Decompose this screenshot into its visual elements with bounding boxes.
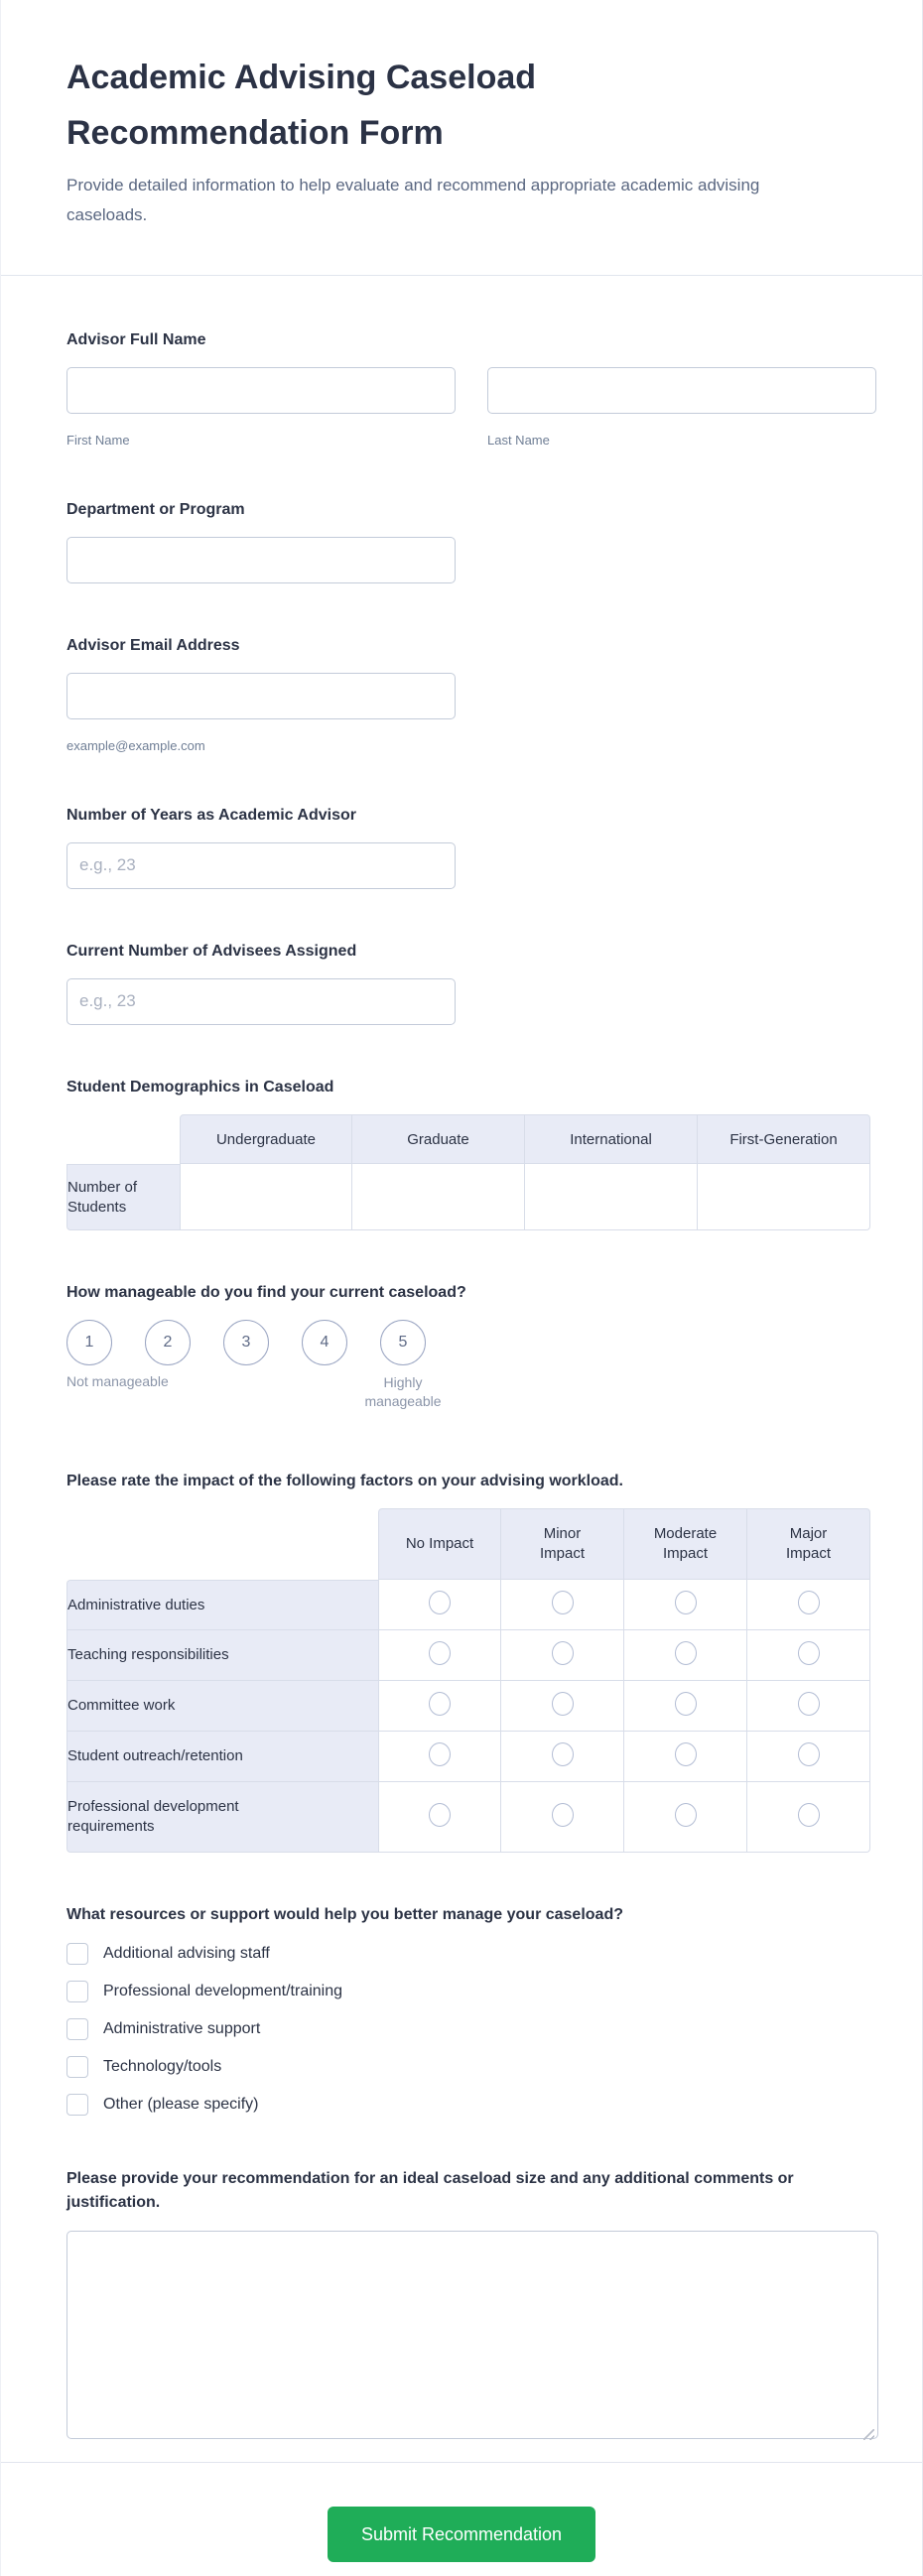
- impact-committee-no[interactable]: [378, 1681, 501, 1732]
- recommendation-label: Please provide your recommendation for an ideal caseload size and any additional comments or justification.: [66, 2170, 794, 2211]
- question-impact: [66, 1471, 878, 1853]
- radio-icon[interactable]: [675, 1742, 697, 1766]
- demographics-cell-first-generation[interactable]: [698, 1164, 870, 1230]
- question-resources: [66, 1904, 878, 2116]
- impact-col-no: No Impact: [378, 1508, 501, 1580]
- impact-outreach-major[interactable]: [747, 1732, 870, 1782]
- demographics-cell-graduate[interactable]: [352, 1164, 525, 1230]
- question-full-name: [66, 329, 878, 448]
- impact-committee-moderate[interactable]: [624, 1681, 747, 1732]
- impact-teaching-moderate[interactable]: [624, 1630, 747, 1681]
- resource-option-admin-support[interactable]: Administrative support: [66, 2017, 878, 2040]
- email-sublabel: example@example.com: [66, 738, 205, 753]
- impact-committee-major[interactable]: [747, 1681, 870, 1732]
- scale-option-2[interactable]: 2: [145, 1320, 191, 1365]
- impact-administrative-minor[interactable]: [501, 1580, 624, 1630]
- checkbox-icon[interactable]: [66, 1943, 88, 1965]
- radio-icon[interactable]: [798, 1641, 820, 1665]
- impact-profdev-minor[interactable]: [501, 1782, 624, 1853]
- demographics-col-first-generation: First-Generation: [698, 1114, 870, 1164]
- impact-outreach-minor[interactable]: [501, 1732, 624, 1782]
- impact-profdev-major[interactable]: [747, 1782, 870, 1853]
- impact-administrative-moderate[interactable]: [624, 1580, 747, 1630]
- impact-col-minor: Minor Impact: [501, 1508, 624, 1580]
- radio-icon[interactable]: [798, 1591, 820, 1614]
- impact-profdev-no[interactable]: [378, 1782, 501, 1853]
- form-header: [1, 0, 922, 276]
- radio-icon[interactable]: [552, 1591, 574, 1614]
- demographics-col-undergraduate: Undergraduate: [180, 1114, 352, 1164]
- demographics-row-header: Number of Students: [66, 1164, 180, 1230]
- form-body: [1, 276, 922, 2444]
- last-name-input[interactable]: [487, 367, 876, 414]
- checkbox-icon[interactable]: [66, 2094, 88, 2116]
- radio-icon[interactable]: [675, 1641, 697, 1665]
- impact-outreach-no[interactable]: [378, 1732, 501, 1782]
- scale-option-3[interactable]: 3: [223, 1320, 269, 1365]
- demographics-corner-cell: [66, 1114, 180, 1164]
- radio-icon[interactable]: [429, 1591, 451, 1614]
- radio-icon[interactable]: [675, 1803, 697, 1827]
- email-label: Advisor Email Address: [66, 637, 240, 654]
- scale-option-5[interactable]: 5: [380, 1320, 426, 1365]
- radio-icon[interactable]: [552, 1742, 574, 1766]
- impact-label: Please rate the impact of the following factors on your advising workload.: [66, 1473, 623, 1489]
- last-name-sublabel: Last Name: [487, 433, 550, 448]
- radio-icon[interactable]: [429, 1692, 451, 1716]
- radio-icon[interactable]: [429, 1641, 451, 1665]
- checkbox-icon[interactable]: [66, 2018, 88, 2040]
- checkbox-icon[interactable]: [66, 1981, 88, 2002]
- advisees-label: Current Number of Advisees Assigned: [66, 943, 357, 960]
- question-department: [66, 499, 878, 583]
- demographics-col-graduate: Graduate: [352, 1114, 525, 1164]
- manageable-label: How manageable do you find your current caseload?: [66, 1284, 466, 1301]
- radio-icon[interactable]: [675, 1692, 697, 1716]
- impact-teaching-minor[interactable]: [501, 1630, 624, 1681]
- radio-icon[interactable]: [552, 1692, 574, 1716]
- demographics-cell-undergraduate[interactable]: [180, 1164, 352, 1230]
- question-demographics: [66, 1077, 878, 1230]
- demographics-row: [66, 1164, 870, 1230]
- department-label: Department or Program: [66, 501, 245, 518]
- resize-handle-icon[interactable]: [863, 2429, 874, 2440]
- question-manageable: [66, 1282, 878, 1419]
- demographics-col-international: International: [525, 1114, 698, 1164]
- checkbox-icon[interactable]: [66, 2056, 88, 2078]
- impact-teaching-major[interactable]: [747, 1630, 870, 1681]
- resource-option-technology[interactable]: Technology/tools: [66, 2055, 878, 2078]
- form-footer: [1, 2463, 922, 2562]
- impact-matrix: [66, 1508, 870, 1853]
- question-recommendation: [66, 2167, 878, 2444]
- radio-icon[interactable]: [429, 1803, 451, 1827]
- impact-administrative-no[interactable]: [378, 1580, 501, 1630]
- scale-caption-left: Not manageable: [66, 1373, 169, 1389]
- scale-caption-right: Highly manageable: [364, 1374, 442, 1409]
- radio-icon[interactable]: [552, 1803, 574, 1827]
- radio-icon[interactable]: [429, 1742, 451, 1766]
- question-years: [66, 805, 878, 889]
- impact-col-major: Major Impact: [747, 1508, 870, 1580]
- first-name-col: [66, 367, 456, 448]
- impact-outreach-moderate[interactable]: [624, 1732, 747, 1782]
- radio-icon[interactable]: [798, 1742, 820, 1766]
- resource-option-training[interactable]: Professional development/training: [66, 1980, 878, 2002]
- last-name-col: [487, 367, 876, 448]
- advisees-input[interactable]: [66, 978, 456, 1025]
- question-email: [66, 635, 878, 753]
- manageable-scale: [66, 1320, 878, 1365]
- demographics-label: Student Demographics in Caseload: [66, 1079, 334, 1095]
- submit-button[interactable]: Submit Recommendation: [328, 2507, 595, 2562]
- impact-administrative-major[interactable]: [747, 1580, 870, 1630]
- impact-row-profdev: Professional development requirements: [66, 1782, 870, 1853]
- impact-row-committee: Committee work: [66, 1681, 870, 1732]
- recommendation-textarea-wrap: [66, 2231, 878, 2444]
- years-input[interactable]: [66, 842, 456, 889]
- radio-icon[interactable]: [798, 1692, 820, 1716]
- first-name-input[interactable]: [66, 367, 456, 414]
- recommendation-textarea[interactable]: [66, 2231, 878, 2439]
- scale-captions: [66, 1373, 878, 1419]
- radio-icon[interactable]: [675, 1591, 697, 1614]
- impact-row-administrative: Administrative duties: [66, 1580, 870, 1630]
- first-name-sublabel: First Name: [66, 433, 130, 448]
- full-name-row: [66, 367, 878, 448]
- form-title: Academic Advising Caseload Recommendation Form: [66, 59, 537, 152]
- impact-row-outreach: Student outreach/retention: [66, 1732, 870, 1782]
- radio-icon[interactable]: [552, 1641, 574, 1665]
- demographics-cell-international[interactable]: [525, 1164, 698, 1230]
- scale-option-1[interactable]: 1: [66, 1320, 112, 1365]
- scale-option-4[interactable]: 4: [302, 1320, 347, 1365]
- form-description: Provide detailed information to help evaluate and recommend appropriate academic advising caseloads.: [66, 176, 760, 224]
- resource-option-staff[interactable]: Additional advising staff: [66, 1942, 878, 1965]
- resources-label: What resources or support would help you better manage your caseload?: [66, 1906, 623, 1923]
- resource-option-other[interactable]: Other (please specify): [66, 2093, 878, 2116]
- department-input[interactable]: [66, 537, 456, 583]
- impact-corner-cell: [66, 1508, 378, 1580]
- email-input[interactable]: [66, 673, 456, 719]
- radio-icon[interactable]: [798, 1803, 820, 1827]
- demographics-table: [66, 1114, 870, 1230]
- impact-profdev-moderate[interactable]: [624, 1782, 747, 1853]
- impact-teaching-no[interactable]: [378, 1630, 501, 1681]
- impact-committee-minor[interactable]: [501, 1681, 624, 1732]
- impact-row-teaching: Teaching responsibilities: [66, 1630, 870, 1681]
- years-label: Number of Years as Academic Advisor: [66, 807, 356, 824]
- question-advisees: [66, 941, 878, 1025]
- impact-col-moderate: Moderate Impact: [624, 1508, 747, 1580]
- full-name-label: Advisor Full Name: [66, 331, 206, 348]
